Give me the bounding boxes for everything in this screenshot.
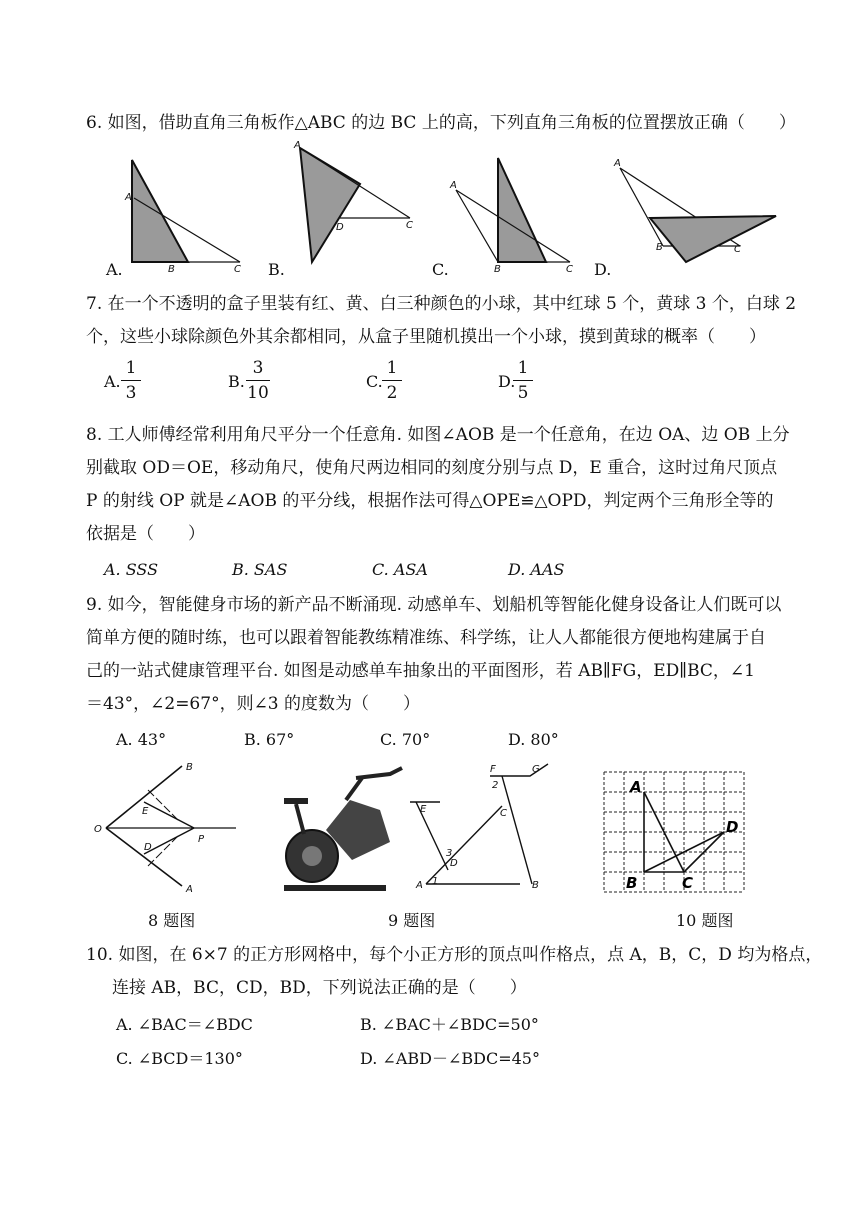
q9-line3: 己的一站式健康管理平台. 如图是动感单车抽象出的平面图形，若 AB∥FG，ED∥BC，∠1	[86, 661, 755, 681]
figure-10	[604, 772, 744, 892]
q9-line1: 9. 如今，智能健身市场的新产品不断涌现. 动感单车、划船机等智能化健身设备让人们既可以	[86, 595, 782, 615]
f10-label-c: C	[682, 874, 694, 892]
f9-label-1: 1	[432, 876, 439, 887]
q6c-label-b: B	[494, 264, 501, 275]
q7-line1: 7. 在一个不透明的盒子里装有红、黄、白三种颜色的小球，其中红球 5 个，黄球 3 个，白球 2	[86, 294, 797, 314]
q7-option-d-fraction	[512, 358, 534, 403]
q7-option-d-den: 5	[517, 383, 529, 403]
q8-option-c: C. ASA	[372, 560, 428, 579]
f8-label-o: O	[94, 824, 102, 835]
f9-label-b: B	[532, 880, 539, 891]
q9-line2: 简单方便的随时练，也可以跟着智能教练精准练、科学练，让人人都能很方便地构建属于自	[86, 628, 766, 648]
q8-line4: 依据是（ ）	[86, 524, 205, 544]
f9-label-a: A	[416, 880, 423, 891]
q6c-label-a: A	[450, 180, 457, 191]
q6-figure-c	[449, 158, 573, 275]
figures-row	[90, 760, 790, 900]
q9-line4: ＝43°，∠2=67°，则∠3 的度数为（ ）	[86, 694, 421, 714]
q10-option-b: B. ∠BAC＋∠BDC=50°	[360, 1015, 539, 1034]
q7-option-a-fraction	[120, 358, 142, 403]
q6d-label-c: C	[734, 244, 741, 255]
q6d-label-b: B	[656, 242, 663, 253]
q10-line1: 10. 如图，在 6×7 的正方形网格中，每个小正方形的顶点叫作格点，点 A，B，C，D 均为格点，	[86, 945, 823, 965]
q7-option-d-num: 1	[517, 358, 529, 378]
f9-label-c: C	[500, 808, 507, 819]
q7-option-c-num: 1	[386, 358, 398, 378]
q8-option-b: B. SAS	[232, 560, 288, 579]
q6-option-c: C.	[432, 260, 449, 279]
q7-option-a-den: 3	[125, 383, 137, 403]
q7-option-b-num: 3	[252, 358, 264, 378]
q9-option-b: B. 67°	[244, 730, 295, 749]
q6-option-a: A.	[106, 260, 123, 279]
f9-label-g: G	[532, 764, 540, 775]
q6c-label-c: C	[566, 264, 573, 275]
q6d-label-a: A	[614, 158, 621, 169]
q7-option-d-letter: D.	[498, 372, 516, 391]
f8-label-a: A	[186, 884, 193, 895]
figure-9	[410, 764, 548, 891]
q6-option-b: B.	[268, 260, 285, 279]
f10-label-d: D	[726, 818, 739, 836]
q6-figure-a	[124, 160, 241, 275]
q8-line1: 8. 工人师傅经常利用角尺平分一个任意角. 如图∠AOB 是一个任意角，在边 OA、边 OB 上分	[86, 425, 790, 445]
q6b-label-c: C	[406, 220, 413, 231]
q8-line2: 别截取 OD＝OE，移动角尺，使角尺两边相同的刻度分别与点 D，E 重合，这时过角尺顶点	[86, 458, 778, 478]
caption-fig-10: 10 题图	[676, 911, 734, 930]
q7-option-c-den: 2	[386, 383, 398, 403]
q8-option-d: D. AAS	[508, 560, 565, 579]
q7-option-b-letter: B.	[228, 372, 245, 391]
q9-option-d: D. 80°	[508, 730, 559, 749]
caption-fig-8: 8 题图	[148, 911, 196, 930]
exercise-bike-image	[284, 768, 402, 888]
q6a-label-c: C	[234, 264, 241, 275]
caption-fig-9: 9 题图	[388, 911, 436, 930]
q6-option-d: D.	[594, 260, 612, 279]
f8-label-d: D	[144, 842, 152, 853]
f9-label-e: E	[420, 804, 427, 815]
q6b-label-a: A	[294, 140, 301, 151]
q9-option-a: A. 43°	[116, 730, 167, 749]
f9-label-d: D	[450, 858, 458, 869]
q9-option-c: C. 70°	[380, 730, 431, 749]
f8-label-p: P	[198, 834, 205, 845]
f9-label-f: F	[490, 764, 496, 775]
q6b-label-d: D	[336, 222, 344, 233]
q6-figure-d	[613, 158, 776, 262]
f8-label-e: E	[142, 806, 149, 817]
q7-option-b-den: 10	[247, 383, 269, 403]
q6-stem: 6. 如图，借助直角三角板作△ABC 的边 BC 上的高，下列直角三角板的位置摆放正确（ ）	[86, 113, 796, 133]
q7-option-c-fraction	[381, 358, 403, 403]
q10-option-a: A. ∠BAC＝∠BDC	[116, 1015, 253, 1034]
q7-option-b-fraction	[245, 358, 271, 403]
q6-figures	[100, 140, 800, 280]
q7-option-a-letter: A.	[104, 372, 121, 391]
q7-option-a-num: 1	[125, 358, 137, 378]
q10-line2: 连接 AB，BC，CD，BD，下列说法正确的是（ ）	[112, 978, 527, 998]
q6a-label-a: A	[125, 192, 132, 203]
q7-option-c-letter: C.	[366, 372, 383, 391]
q6-figure-b	[293, 140, 413, 262]
f10-label-a: A	[630, 778, 642, 796]
f9-label-3: 3	[446, 848, 453, 859]
f10-label-b: B	[626, 874, 638, 892]
q8-line3: P 的射线 OP 就是∠AOB 的平分线，根据作法可得△OPE≌△OPD，判定两个三角形全等的	[86, 491, 774, 511]
q7-line2: 个，这些小球除颜色外其余都相同，从盒子里随机摸出一个小球，摸到黄球的概率（ ）	[86, 327, 766, 347]
q6a-label-b: B	[168, 264, 175, 275]
figure-8	[94, 762, 236, 895]
q10-option-c: C. ∠BCD＝130°	[116, 1049, 243, 1068]
f9-label-2: 2	[492, 780, 499, 791]
f8-label-b: B	[186, 762, 193, 773]
q10-option-d: D. ∠ABD－∠BDC=45°	[360, 1049, 540, 1068]
q8-option-a: A. SSS	[104, 560, 159, 579]
